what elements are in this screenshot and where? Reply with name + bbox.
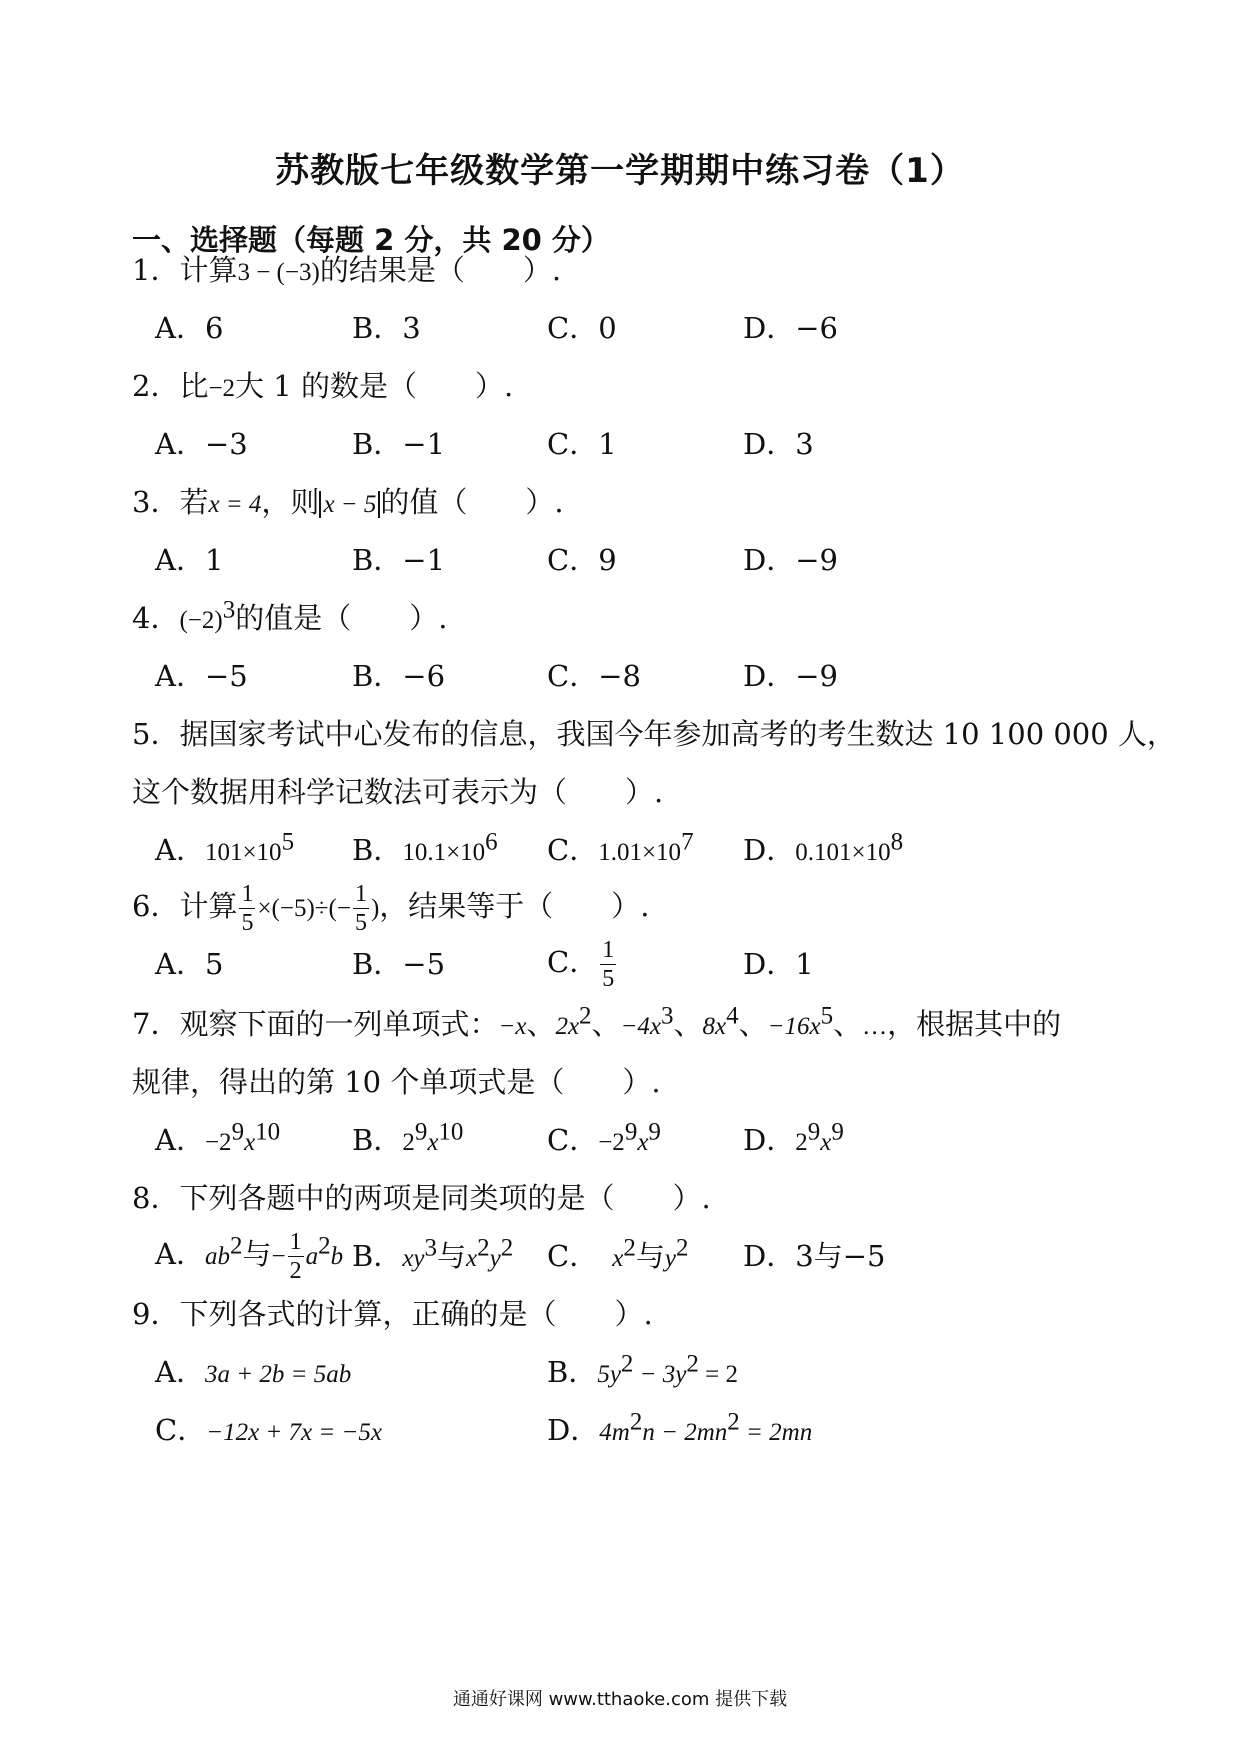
q2-option-a: A．−3 [155,427,248,461]
q3-option-a: A．1 [155,543,224,577]
q1-option-d: D．−6 [743,311,839,345]
q2-option-c: C．1 [547,427,617,461]
question-5-line-2: 这个数据用科学记数法可表示为（ ）. [132,775,664,809]
q8-option-a: A．$ab^2$与− $\frac{1}{2}$ $a^2b$ [155,1228,344,1284]
fraction: $\frac{1}{5}$ [602,936,615,992]
q4-option-b: B．−6 [352,659,446,693]
footer-source: 通通好课网 www.tthaoke.com 提供下载 [452,1689,788,1710]
question-4: 4．$(-2)^3$的值是（ ）. [132,596,448,635]
q6-option-b: B．−5 [352,947,446,981]
question-6: 6．计算 $\frac{1}{5}$ ×(−5)÷(− $\frac{1}{5}$ )，结果等于（ ）. [132,880,650,936]
q4-option-a: A．−5 [155,659,248,693]
q7-option-a: A．$-2^9x^{10}$ [155,1118,281,1157]
question-5-line-1: 5．据国家考试中心发布的信息，我国今年参加高考的考生数达 10 100 000 人， [132,717,1176,751]
q2-option-d: D．3 [743,427,814,461]
q9-option-b: B．$5y^2 - 3y^2 = 2$ [547,1350,738,1389]
q6-option-d: D．1 [743,947,814,981]
q7-option-d: D．$2^9x^9$ [743,1118,844,1157]
q6-option-a: A．5 [155,947,224,981]
q4-option-d: D．−9 [743,659,839,693]
q8-option-d: D．3与−5 [743,1239,886,1273]
section-heading: 一、选择题（每题 2 分，共 20 分） [132,223,610,257]
q7-option-b: B．$2^9x^{10}$ [352,1118,464,1157]
question-2: 2．比−2大 1 的数是（ ）. [132,369,514,403]
q7-option-c: C．$-2^9x^9$ [547,1118,661,1157]
q5-option-b: B．$10.1\times 10^6$ [352,828,498,867]
q3-option-d: D．−9 [743,543,839,577]
absolute-value: x − 5 [319,491,380,518]
q1-option-c: C．0 [547,311,617,345]
fraction: $\frac{1}{5}$ [354,880,367,936]
fraction: $\frac{1}{2}$ [289,1228,302,1284]
question-7-line-1: 7．观察下面的一列单项式：−x、$2x^2$、$-4x^3$、$8x^4$、$-16x^5$、…，根据其中的 [132,1002,1062,1041]
q9-option-a: A．3a + 2b = 5ab [155,1355,352,1389]
fraction: $\frac{1}{5}$ [241,880,254,936]
q1-option-a: A．6 [155,311,224,345]
q1-option-b: B．3 [352,311,421,345]
q4-option-c: C．−8 [547,659,641,693]
question-1: 1．计算3 − (−3)的结果是（ ）. [132,253,562,287]
q6-option-c: C． $\frac{1}{5}$ [547,936,615,992]
q3-option-c: C．9 [547,543,617,577]
q2-option-b: B．−1 [352,427,446,461]
q9-option-d: D．$4m^2n - 2mn^2 = 2mn$ [547,1408,813,1447]
q3-option-b: B．−1 [352,543,446,577]
question-9: 9．下列各式的计算，正确的是（ ）. [132,1297,653,1331]
question-3: 3．若x = 4，则 x − 5 的值（ ）. [132,485,564,519]
q5-option-d: D．$0.101\times 10^8$ [743,828,904,867]
q9-option-c: C．−12x + 7x = −5x [155,1413,382,1447]
q5-option-a: A．$101\times 10^5$ [155,828,295,867]
question-7-line-2: 规律，得出的第 10 个单项式是（ ）. [132,1065,661,1099]
question-8: 8．下列各题中的两项是同类项的是（ ）. [132,1181,711,1215]
q8-option-c: C． $x^2$与$y^2$ [547,1234,689,1273]
page-title: 苏教版七年级数学第一学期期中练习卷（1） [275,151,965,191]
q8-option-b: B．$xy^3$与$x^2y^2$ [352,1234,514,1273]
q5-option-c: C．$1.01\times 10^7$ [547,828,694,867]
